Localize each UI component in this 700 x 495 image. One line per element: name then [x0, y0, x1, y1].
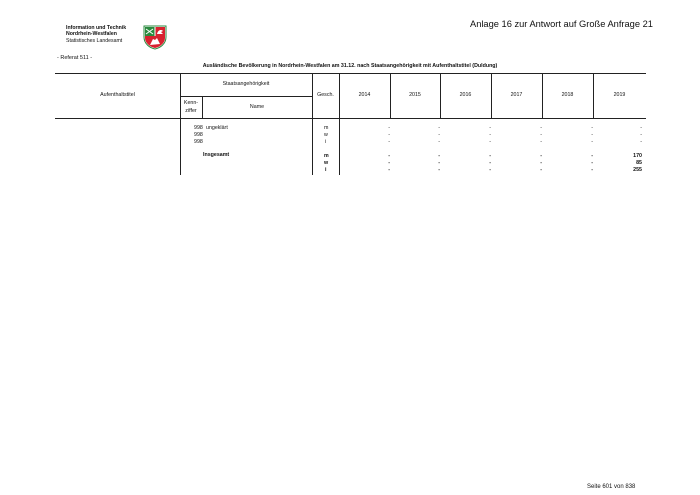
cell-kennziffer: 998: [194, 132, 203, 138]
cell-value: 255: [633, 167, 642, 173]
header-year-2017: 2017: [510, 92, 523, 98]
cell-value: -: [388, 125, 390, 131]
cell-value: -: [388, 167, 390, 173]
cell-value: -: [489, 125, 491, 131]
cell-value: -: [591, 153, 593, 159]
total-label: Insgesamt: [203, 152, 230, 158]
data-table: [55, 73, 646, 173]
document-title: Anlage 16 zur Antwort auf Große Anfrage 21: [470, 19, 653, 29]
header-kennziffer: Kenn- ziffer: [183, 100, 199, 114]
cell-value: -: [438, 160, 440, 166]
nrw-coat-of-arms-icon: [142, 24, 168, 50]
cell-value: -: [438, 167, 440, 173]
cell-value: -: [540, 160, 542, 166]
header-staatsangehoerigkeit: Staatsangehörigkeit: [222, 81, 270, 87]
cell-value: -: [489, 160, 491, 166]
cell-geschlecht: w: [324, 132, 328, 138]
cell-value: -: [591, 167, 593, 173]
cell-value: -: [388, 132, 390, 138]
cell-value: 85: [636, 160, 642, 166]
cell-value: 170: [633, 153, 642, 159]
header-year-2014: 2014: [358, 92, 371, 98]
cell-geschlecht: i: [325, 167, 327, 173]
cell-value: -: [640, 139, 642, 145]
header-geschlecht: Gesch.: [317, 92, 334, 98]
cell-kennziffer: 998: [194, 125, 203, 131]
org-logo-text: [66, 25, 126, 44]
cell-value: -: [489, 139, 491, 145]
cell-value: -: [591, 125, 593, 131]
cell-value: -: [540, 132, 542, 138]
cell-value: -: [438, 125, 440, 131]
cell-value: -: [640, 132, 642, 138]
header-year-2018: 2018: [561, 92, 574, 98]
cell-value: -: [540, 167, 542, 173]
cell-geschlecht: i: [325, 139, 327, 145]
cell-value: -: [540, 125, 542, 131]
page-number: Seite 601 von 838: [587, 484, 636, 490]
cell-name: ungeklärt: [206, 125, 228, 131]
cell-value: -: [438, 139, 440, 145]
referat-label: - Referat 511 -: [57, 55, 93, 61]
header-year-2015: 2015: [409, 92, 421, 98]
header-aufenthaltstitel: Aufenthaltstitel: [100, 92, 135, 98]
cell-value: -: [591, 160, 593, 166]
table-caption: Ausländische Bevölkerung in Nordrhein-Westfalen am 31.12. nach Staatsangehörigkeit mit Aufenthaltstitel (Duldung): [202, 63, 498, 69]
cell-value: -: [438, 132, 440, 138]
cell-kennziffer: 998: [194, 139, 203, 145]
cell-value: -: [489, 132, 491, 138]
cell-value: -: [591, 139, 593, 145]
cell-geschlecht: m: [324, 125, 329, 131]
cell-value: -: [388, 153, 390, 159]
cell-value: -: [591, 132, 593, 138]
cell-value: -: [489, 167, 491, 173]
cell-value: -: [489, 153, 491, 159]
header-name: Name: [249, 104, 265, 110]
header-year-2019: 2019: [613, 92, 626, 98]
org-name-line1: Information und Technik: [66, 25, 127, 31]
cell-geschlecht: w: [324, 160, 329, 166]
cell-value: -: [388, 139, 390, 145]
cell-value: -: [640, 125, 642, 131]
org-name-line3: Statistisches Landesamt: [66, 37, 123, 44]
cell-value: -: [540, 153, 542, 159]
cell-value: -: [540, 139, 542, 145]
header-year-2016: 2016: [459, 92, 472, 98]
org-name-line2: Nordrhein-Westfalen: [66, 31, 117, 38]
cell-value: -: [388, 160, 390, 166]
cell-geschlecht: m: [324, 153, 329, 159]
cell-value: -: [438, 153, 440, 159]
